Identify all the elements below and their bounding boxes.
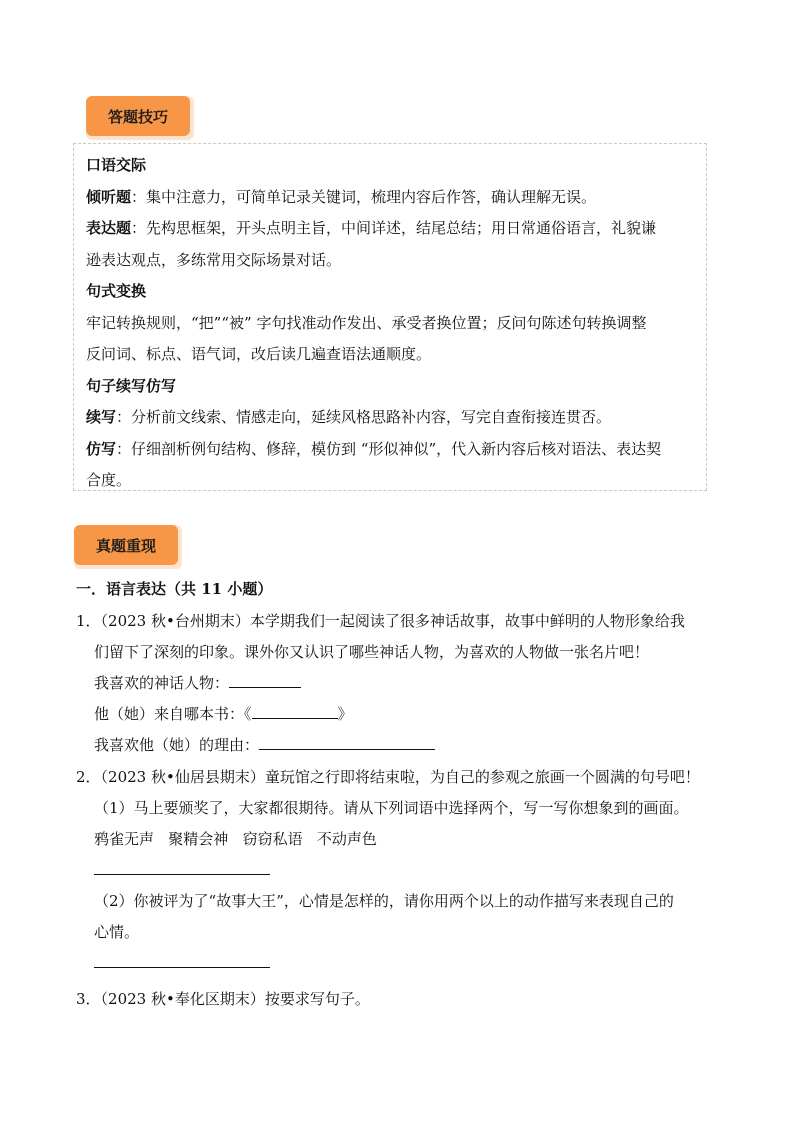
q1-text: （2023 秋•台州期末）本学期我们一起阅读了很多神话故事，故事中鲜明的人物形象给我 xyxy=(100,612,685,630)
q1-field-book xyxy=(76,699,726,730)
q1-reason-blank[interactable] xyxy=(259,732,435,750)
q2-sub2-cont: 心情。 xyxy=(94,923,140,941)
sentence-title: 句式变换 xyxy=(86,282,147,300)
q1-character-blank[interactable] xyxy=(229,670,301,688)
listen-tip xyxy=(86,182,694,214)
question-2 xyxy=(76,762,726,979)
tips-box xyxy=(73,143,707,491)
q1-book-close: 》 xyxy=(337,705,353,723)
q2-number: 2． xyxy=(76,768,101,786)
q1-line2: 们留下了深刻的印象。课外你又认识了哪些神话人物，为喜欢的人物做一张名片吧！ xyxy=(94,643,650,661)
continue-title: 句子续写仿写 xyxy=(86,376,177,395)
q2-line1 xyxy=(76,762,726,793)
express-tip xyxy=(86,213,694,245)
tips-section-tab: 答题技巧 xyxy=(86,96,190,136)
express-text: ：先构思框架，开头点明主旨，中间详述，结尾总结；用日常通俗语言，礼貌谦 xyxy=(131,219,657,237)
express-label: 表达题 xyxy=(86,219,132,237)
q2-sub2-blank[interactable] xyxy=(94,950,270,968)
q1-field-character-label: 我喜欢的神话人物： xyxy=(94,674,230,692)
q3-number: 3． xyxy=(76,990,101,1008)
q2-sub1: （1）马上要颁奖了，大家都很期待。请从下列词语中选择两个，写一写你想象到的画面。 xyxy=(94,799,689,817)
q2-text: （2023 秋•仙居县期末）童玩馆之行即将结束啦，为自己的参观之旅画一个圆满的句号吧！ xyxy=(100,768,700,786)
q2-answer-line-2 xyxy=(76,948,726,979)
listen-label: 倾听题 xyxy=(86,187,132,206)
imitate-label: 仿写 xyxy=(86,439,117,458)
imitate-tip-cont: 合度。 xyxy=(86,471,132,489)
sentence-tip: 牢记转换规则，“把”“被” 字句找准动作发出、承受者换位置；反问句陈述句转换调整 xyxy=(86,313,647,332)
sentence-tip-cont: 反问词、标点、语气词，改后读几遍查语法通顺度。 xyxy=(86,345,432,363)
q1-field-reason xyxy=(76,730,726,761)
q3-text: （2023 秋•奉化区期末）按要求写句子。 xyxy=(100,990,370,1008)
continue-tip xyxy=(86,402,694,434)
q1-book-blank[interactable] xyxy=(252,701,338,719)
express-tip-cont: 逊表达观点，多练常用交际场景对话。 xyxy=(86,250,342,269)
section-title: 一．语言表达（共 11 小题） xyxy=(76,580,273,598)
continue-text: ：分析前文线索、情感走向，延续风格思路补内容，写完自查衔接连贯否。 xyxy=(116,408,612,426)
real-questions-tab: 真题重现 xyxy=(74,525,178,565)
q3-line1 xyxy=(76,984,726,1015)
listen-text: ：集中注意力，可简单记录关键词，梳理内容后作答，确认理解无误。 xyxy=(131,187,597,206)
q2-sub1-blank[interactable] xyxy=(94,857,270,875)
imitate-tip xyxy=(86,434,694,466)
continue-label: 续写 xyxy=(86,408,117,426)
question-1 xyxy=(76,606,726,761)
q2-word-list: 鸦雀无声 聚精会神 窃窃私语 不动声色 xyxy=(94,830,377,848)
q1-field-book-label: 他（她）来自哪本书：《 xyxy=(94,705,252,723)
oral-title: 口语交际 xyxy=(86,156,147,174)
question-3 xyxy=(76,984,726,1015)
imitate-text: ：仔细剖析例句结构、修辞，模仿到 “形似神似”，代入新内容后核对语法、表达契 xyxy=(116,439,662,458)
q1-field-character xyxy=(76,668,726,699)
q1-line1 xyxy=(76,606,726,637)
q2-sub2: （2）你被评为了“故事大王”，心情是怎样的，请你用两个以上的动作描写来表现自己的 xyxy=(94,892,674,910)
q2-answer-line-1 xyxy=(76,855,726,886)
q1-field-reason-label: 我喜欢他（她）的理由： xyxy=(94,736,260,754)
q1-number: 1． xyxy=(76,612,101,630)
